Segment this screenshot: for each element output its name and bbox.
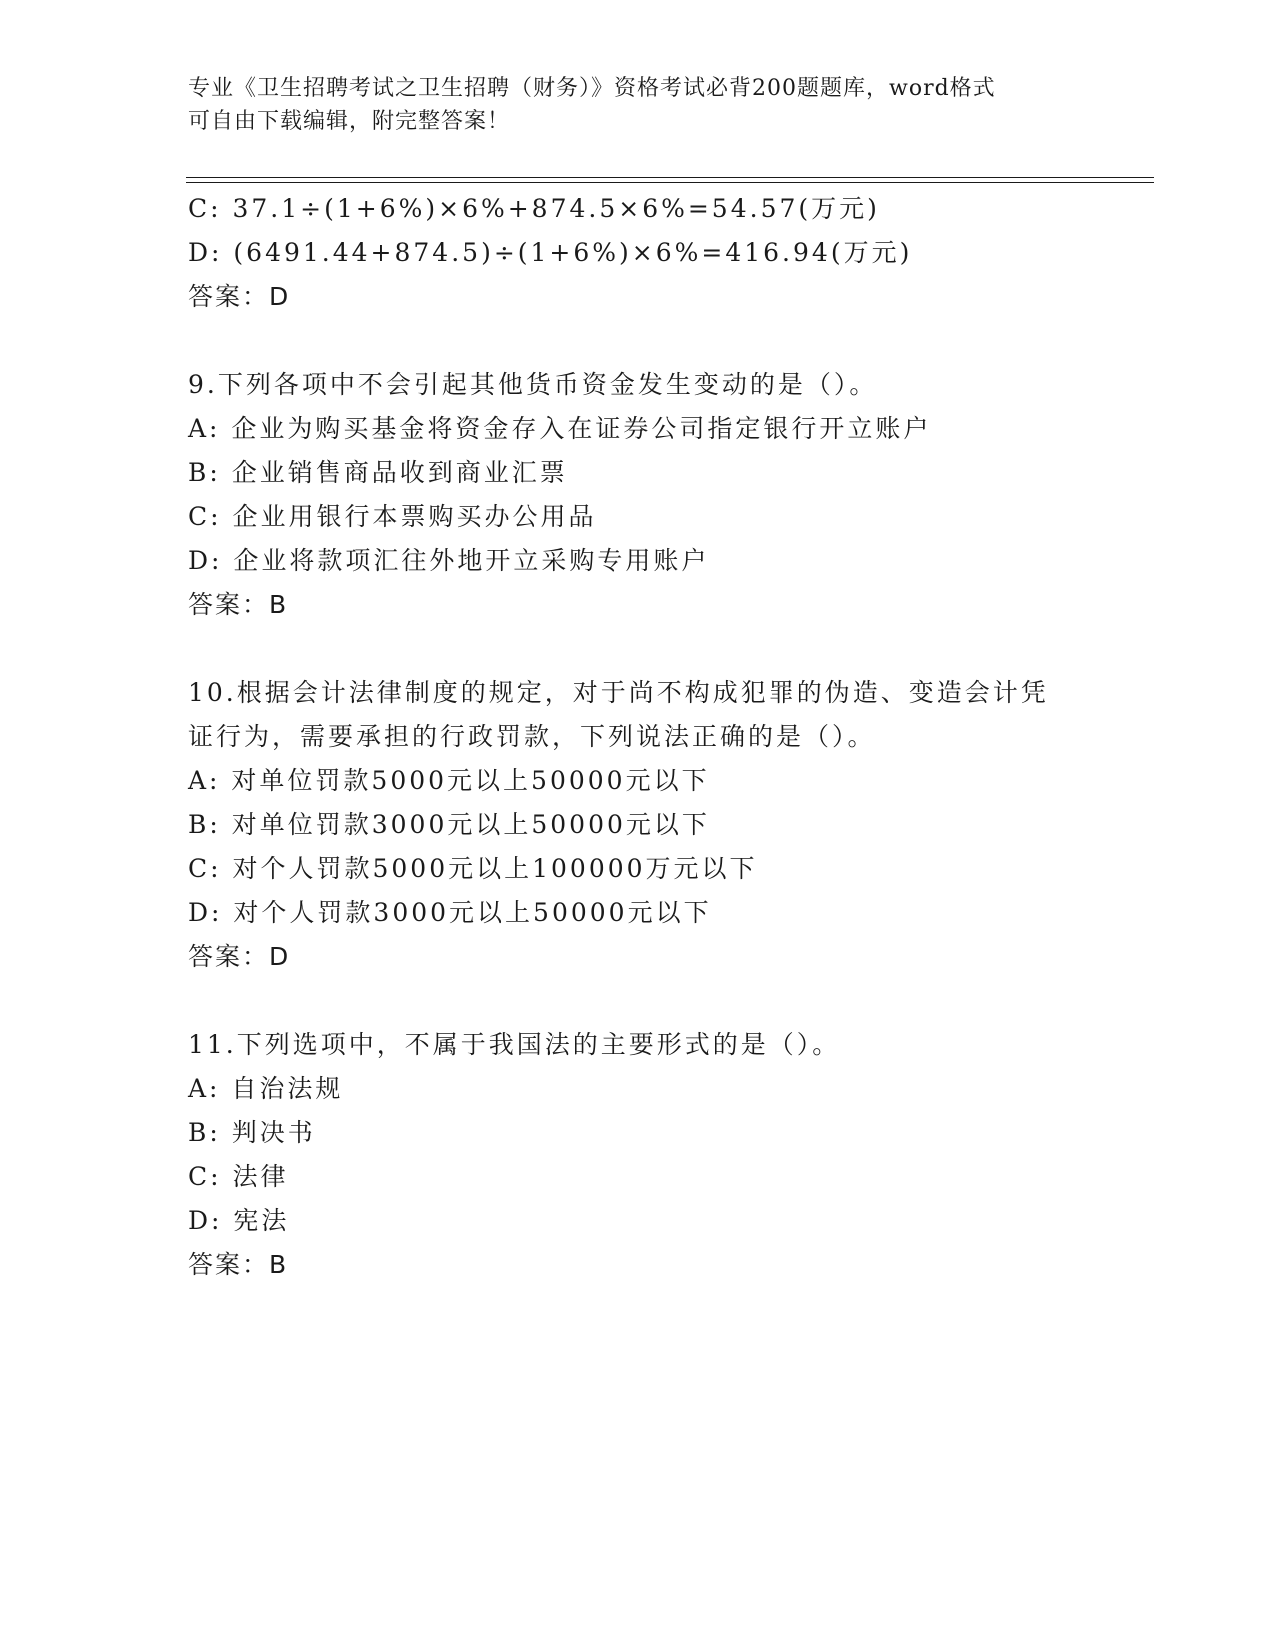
q11-option-d: D: 宪法 [188,1206,290,1235]
q10-option-b: B: 对单位罚款3000元以上50000元以下 [188,810,710,839]
q9-question: 9.下列各项中不会引起其他货币资金发生变动的是（）。 [188,370,878,399]
q8-answer: 答案：D [188,282,291,311]
q8-option-d: D: (6491.44+874.5)÷(1+6%)×6%=416.94(万元) [188,238,913,267]
q11-answer: 答案：B [188,1250,289,1279]
header-line-2: 可自由下载编辑，附完整答案！ [188,109,511,134]
q9-option-b: B: 企业销售商品收到商业汇票 [188,458,568,487]
q9-option-a: A: 企业为购买基金将资金存入在证券公司指定银行开立账户 [188,414,932,443]
q11-option-c: C: 法律 [188,1162,289,1191]
q9-answer: 答案：B [188,590,289,619]
q10-option-a: A: 对单位罚款5000元以上50000元以下 [188,766,710,795]
header-rule-bottom [186,182,1154,183]
q11-option-b: B: 判决书 [188,1118,316,1147]
q11-option-a: A: 自治法规 [188,1074,344,1103]
q10-answer: 答案：D [188,942,291,971]
q9-option-d: D: 企业将款项汇往外地开立采购专用账户 [188,546,710,575]
q10-option-d: D: 对个人罚款3000元以上50000元以下 [188,898,712,927]
q9-option-c: C: 企业用银行本票购买办公用品 [188,502,597,531]
q8-option-c: C: 37.1÷(1+6%)×6%+874.5×6%=54.57(万元) [188,194,880,223]
q10-option-c: C: 对个人罚款5000元以上100000万元以下 [188,854,758,883]
q11-question: 11.下列选项中，不属于我国法的主要形式的是（）。 [188,1030,841,1059]
document-header [188,72,1068,138]
header-line-1: 专业《卫生招聘考试之卫生招聘（财务）》资格考试必背200题题库，word格式 [188,76,996,101]
q10-question-line-2: 证行为，需要承担的行政罚款，下列说法正确的是（）。 [188,722,876,751]
q10-question-line-1: 10.根据会计法律制度的规定，对于尚不构成犯罪的伪造、变造会计凭 [188,678,1049,707]
header-rule-top [186,177,1154,178]
